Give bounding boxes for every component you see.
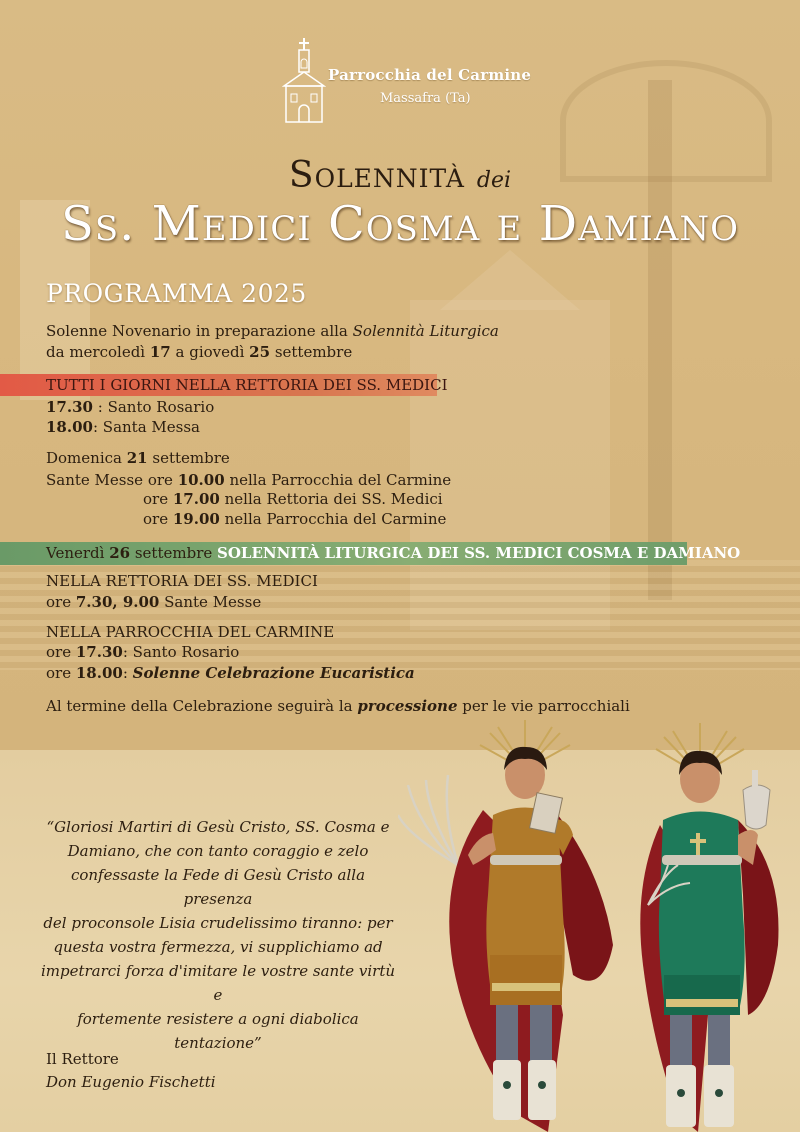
procession-line: Al termine della Celebrazione seguirà la processione per le vie parrocchiali xyxy=(46,697,630,715)
daily-band-label: TUTTI I GIORNI NELLA RETTORIA DEI SS. MEDICI xyxy=(46,376,448,394)
signature-name: Don Eugenio Fischetti xyxy=(46,1073,216,1091)
saints-statues-image xyxy=(398,715,800,1132)
parish-header xyxy=(280,38,540,128)
church-icon xyxy=(282,38,326,124)
carmine-heading: NELLA PARROCCHIA DEL CARMINE xyxy=(46,623,335,641)
saint-cosma-figure xyxy=(398,720,613,1132)
friday-band-label: Venerdì 26 settembre SOLENNITÀ LITURGICA DEI SS. MEDICI COSMA E DAMIANO xyxy=(46,544,741,562)
novenario-line-1: Solenne Novenario in preparazione alla Solennità Liturgica xyxy=(46,322,499,340)
daily-item: 18.00: Santa Messa xyxy=(46,418,200,436)
parish-name: Parrocchia del Carmine xyxy=(328,66,532,84)
sunday-mass: ore 17.00 nella Rettoria dei SS. Medici xyxy=(143,490,443,508)
title-line-1 xyxy=(0,155,800,196)
sunday-mass: Sante Messe ore 10.00 nella Parrocchia del Carmine xyxy=(46,471,452,489)
prayer-line: confessaste la Fede di Gesù Cristo alla presenza xyxy=(70,866,366,908)
prayer-line: impetrarci forza d'imitare le vostre sante virtù e xyxy=(40,962,396,1004)
title-line-2: Ss. Medici Cosma e Damiano xyxy=(60,196,740,252)
rettoria-heading: NELLA RETTORIA DEI SS. MEDICI xyxy=(46,572,318,590)
title-solennita: Solennità xyxy=(288,155,465,196)
prayer-line: questa vostra fermezza, vi supplichiamo ad xyxy=(53,938,383,956)
friday-band xyxy=(0,542,741,565)
program-heading: PROGRAMMA 2025 xyxy=(46,279,307,308)
signature-role: Il Rettore xyxy=(46,1050,119,1068)
prayer-quote xyxy=(38,815,398,1055)
parish-city: Massafra (Ta) xyxy=(380,91,471,106)
sunday-mass: ore 19.00 nella Parrocchia del Carmine xyxy=(143,510,447,528)
carmine-item: ore 18.00: Solenne Celebrazione Eucaristica xyxy=(46,664,415,682)
sunday-heading: Domenica 21 settembre xyxy=(46,449,230,467)
friday-highlight: SOLENNITÀ LITURGICA DEI SS. MEDICI COSMA E DAMIANO xyxy=(217,544,741,562)
saint-damiano-figure xyxy=(640,723,778,1132)
prayer-line: del proconsole Lisia crudelissimo tiranno: per xyxy=(43,914,393,932)
prayer-line: “Gloriosi Martiri di Gesù Cristo, SS. Cosma e xyxy=(46,818,390,836)
prayer-line: fortemente resistere a ogni diabolica tentazione” xyxy=(77,1010,359,1052)
novenario-line-2: da mercoledì 17 a giovedì 25 settembre xyxy=(46,343,353,361)
carmine-item: ore 17.30: Santo Rosario xyxy=(46,643,240,661)
rettoria-masses: ore 7.30, 9.00 Sante Messe xyxy=(46,593,262,611)
daily-band xyxy=(0,374,448,396)
daily-item: 17.30 : Santo Rosario xyxy=(46,398,215,416)
title-dei: dei xyxy=(476,168,512,193)
prayer-line: Damiano, che con tanto coraggio e zelo xyxy=(67,842,369,860)
